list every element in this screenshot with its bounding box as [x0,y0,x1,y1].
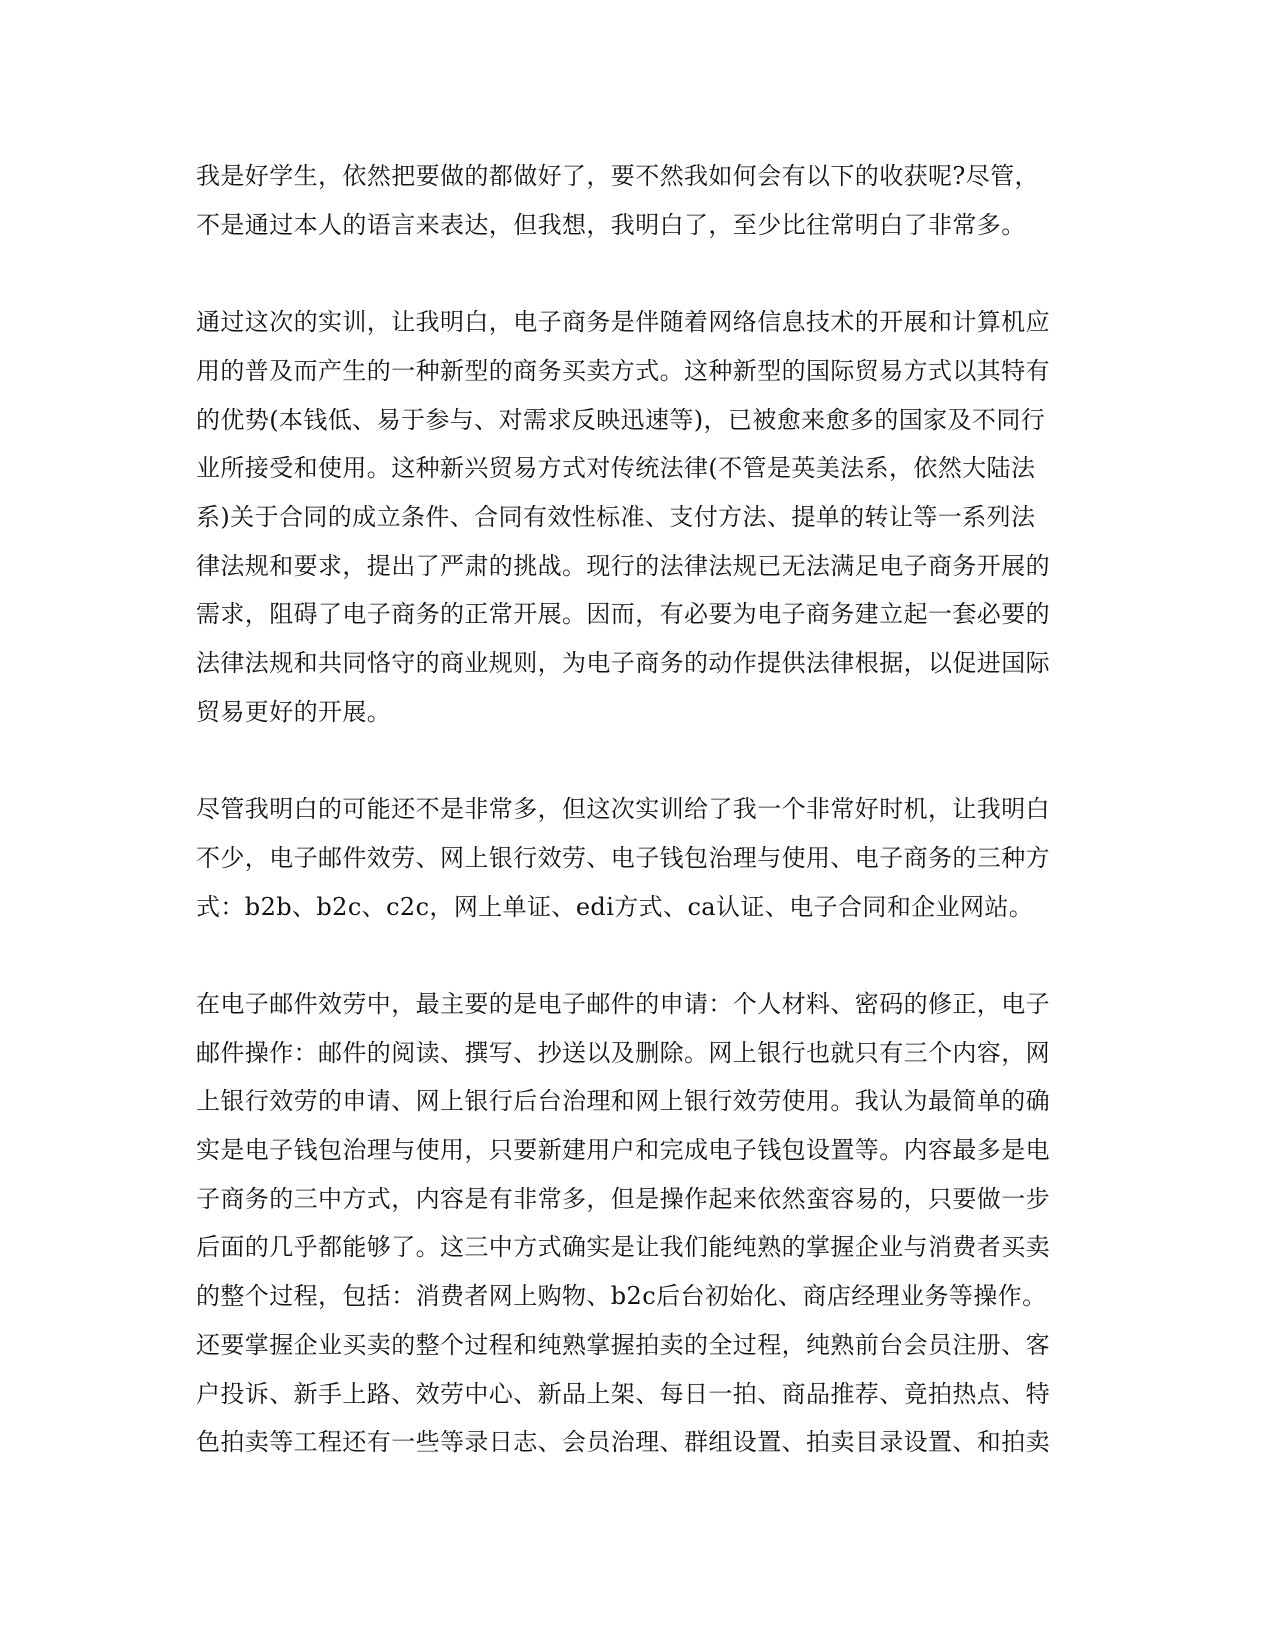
text-line: 后面的几乎都能够了。这三中方式确实是让我们能纯熟的掌握企业与消费者买卖 [196,1233,1050,1262]
text-line: 在电子邮件效劳中，最主要的是电子邮件的申请：个人材料、密码的修正，电子 [196,989,1050,1018]
text-line: 户投诉、新手上路、效劳中心、新品上架、每日一拍、商品推荐、竟拍热点、特 [196,1379,1050,1408]
text-line: 业所接受和使用。这种新兴贸易方式对传统法律(不管是英美法系，依然大陆法 [196,454,1036,483]
text-line: 式：b2b、b2c、c2c，网上单证、edi方式、ca认证、电子合同和企业网站。 [196,892,1034,921]
paragraph-3 [196,785,1076,931]
text-line: 我是好学生，依然把要做的都做好了，要不然我如何会有以下的收获呢?尽管， [196,162,1039,190]
paragraph-spacer [196,931,1076,980]
text-line: 通过这次的实训，让我明白，电子商务是伴随着网络信息技术的开展和计算机应 [196,308,1050,337]
text-line: 子商务的三中方式，内容是有非常多，但是操作起来依然蛮容易的，只要做一步 [196,1184,1050,1213]
paragraph-spacer [196,249,1076,298]
text-line: 贸易更好的开展。 [196,697,392,726]
text-line: 律法规和要求，提出了严肃的挑战。现行的法律法规已无法满足电子商务开展的 [196,551,1050,580]
text-line: 上银行效劳的申请、网上银行后台治理和网上银行效劳使用。我认为最简单的确 [196,1087,1050,1116]
text-line: 实是电子钱包治理与使用，只要新建用户和完成电子钱包设置等。内容最多是电 [196,1136,1050,1165]
text-line: 法律法规和共同恪守的商业规则，为电子商务的动作提供法律根据，以促进国际 [196,649,1050,678]
text-line: 系)关于合同的成立条件、合同有效性标准、支付方法、提单的转让等一系列法 [196,502,1036,531]
text-line: 邮件操作：邮件的阅读、撰写、抄送以及删除。网上银行也就只有三个内容，网 [196,1038,1050,1067]
paragraph-2 [196,298,1076,736]
text-line: 的整个过程，包括：消费者网上购物、b2c后台初始化、商店经理业务等操作。 [196,1282,1047,1311]
text-line: 不是通过本人的语言来表达，但我想，我明白了，至少比往常明白了非常多。 [196,210,1026,239]
paragraph-spacer [196,736,1076,785]
text-line: 需求，阻碍了电子商务的正常开展。因而，有必要为电子商务建立起一套必要的 [196,600,1050,629]
text-line: 不少，电子邮件效劳、网上银行效劳、电子钱包治理与使用、电子商务的三种方 [196,843,1050,872]
paragraph-4 [196,980,1076,1467]
document-body [196,152,1076,1467]
text-line: 尽管我明白的可能还不是非常多，但这次实训给了我一个非常好时机，让我明白 [196,795,1050,824]
text-line: 还要掌握企业买卖的整个过程和纯熟掌握拍卖的全过程，纯熟前台会员注册、客 [196,1330,1050,1359]
text-line: 的优势(本钱低、易于参与、对需求反映迅速等)，已被愈来愈多的国家及不同行 [196,405,1046,434]
paragraph-1 [196,152,1076,249]
text-line: 色拍卖等工程还有一些等录日志、会员治理、群组设置、拍卖目录设置、和拍卖 [196,1428,1050,1457]
text-line: 用的普及而产生的一种新型的商务买卖方式。这种新型的国际贸易方式以其特有 [196,356,1050,385]
